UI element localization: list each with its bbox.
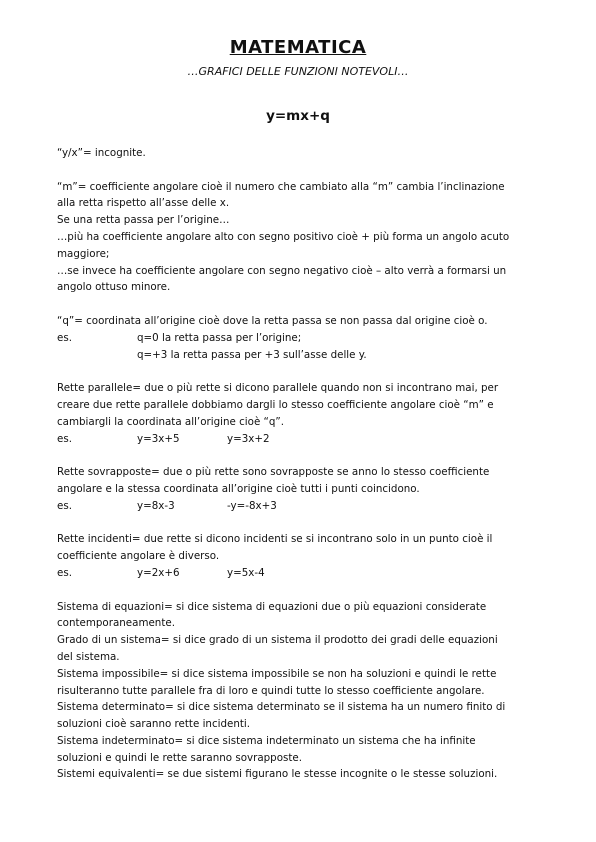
example-label: es. xyxy=(57,499,72,512)
example-row xyxy=(57,565,547,582)
page-title: MATEMATICA xyxy=(229,37,367,58)
text-line: …se invece ha coefficiente angolare con segno negativo cioè – alto verrà a formarsi un xyxy=(57,264,507,277)
example-equation: y=5x-4 xyxy=(227,566,265,579)
text-line: Grado di un sistema= si dice grado di un sistema il prodotto dei gradi delle equazioni xyxy=(57,634,498,647)
text-line: Rette parallele= due o più rette si dicono parallele quando non si incontrano mai, per xyxy=(57,382,499,395)
text-line: coefficiente angolare è diverso. xyxy=(57,550,220,563)
example-row xyxy=(57,330,547,347)
page-subtitle: …GRAFICI DELLE FUNZIONI NOTEVOLI… xyxy=(187,65,409,78)
example-text: q=+3 la retta passa per +3 sull’asse delle y. xyxy=(137,348,367,361)
text-line: angolo ottuso minore. xyxy=(57,281,171,294)
example-equation: y=3x+2 xyxy=(227,432,270,445)
example-row xyxy=(57,498,547,515)
text-line: alla retta rispetto all’asse delle x. xyxy=(57,197,230,210)
text-line: “m”= coefficiente angolare cioè il numero che cambiato alla “m” cambia l’inclinazione xyxy=(57,180,505,193)
example-label: es. xyxy=(57,432,72,445)
text-line: Sistemi equivalenti= se due sistemi figurano le stesse incognite o le stesse soluzioni. xyxy=(57,768,498,781)
text-line: “q”= coordinata all’origine cioè dove la retta passa se non passa dal origine cioè o. xyxy=(57,314,488,327)
text-line: Sistema determinato= si dice sistema determinato se il sistema ha un numero finito di xyxy=(57,701,506,714)
text-line: Sistema impossibile= si dice sistema impossibile se non ha soluzioni e quindi le rette xyxy=(57,667,497,680)
paragraph-incognite: “y/x”= incognite. xyxy=(57,147,146,159)
text-line: contemporaneamente. xyxy=(57,617,175,630)
text-line: Sistema di equazioni= si dice sistema di equazioni due o più equazioni considerate xyxy=(57,600,487,613)
example-equation: y=2x+6 xyxy=(137,566,180,579)
text-line: del sistema. xyxy=(57,650,120,663)
text-line: soluzioni e quindi le rette saranno sovrapposte. xyxy=(57,751,303,764)
text-line: Se una retta passa per l’origine… xyxy=(57,214,230,227)
text-line: creare due rette parallele dobbiamo dargli lo stesso coefficiente angolare cioè “m” e xyxy=(57,398,494,411)
example-label: es. xyxy=(57,566,72,579)
example-label: es. xyxy=(57,331,72,344)
text-line: Sistema indeterminato= si dice sistema indeterminato un sistema che ha infinite xyxy=(57,734,476,747)
text-line: cambiargli la coordinata all’origine cioè “q”. xyxy=(57,415,285,428)
example-row xyxy=(57,431,547,448)
example-equation: y=8x-3 xyxy=(137,499,175,512)
text-line: angolare e la stessa coordinata all’origine cioè tutti i punti coincidono. xyxy=(57,482,420,495)
formula-heading: y=mx+q xyxy=(266,108,330,124)
document-body xyxy=(57,145,547,783)
example-text: q=0 la retta passa per l’origine; xyxy=(137,331,302,344)
text-line: …più ha coefficiente angolare alto con segno positivo cioè + più forma un angolo acuto xyxy=(57,230,510,243)
text-line: soluzioni cioè saranno rette incidenti. xyxy=(57,718,251,731)
example-equation: y=3x+5 xyxy=(137,432,180,445)
example-equation: -y=-8x+3 xyxy=(227,499,277,512)
text-line: Rette incidenti= due rette si dicono incidenti se si incontrano solo in un punto cioè il xyxy=(57,533,493,546)
text-line: Rette sovrapposte= due o più rette sono sovrapposte se anno lo stesso coefficiente xyxy=(57,466,490,479)
text-line: maggiore; xyxy=(57,247,110,260)
text-line: risulteranno tutte parallele fra di loro e quindi tutte lo stesso coefficiente angolare. xyxy=(57,684,485,697)
